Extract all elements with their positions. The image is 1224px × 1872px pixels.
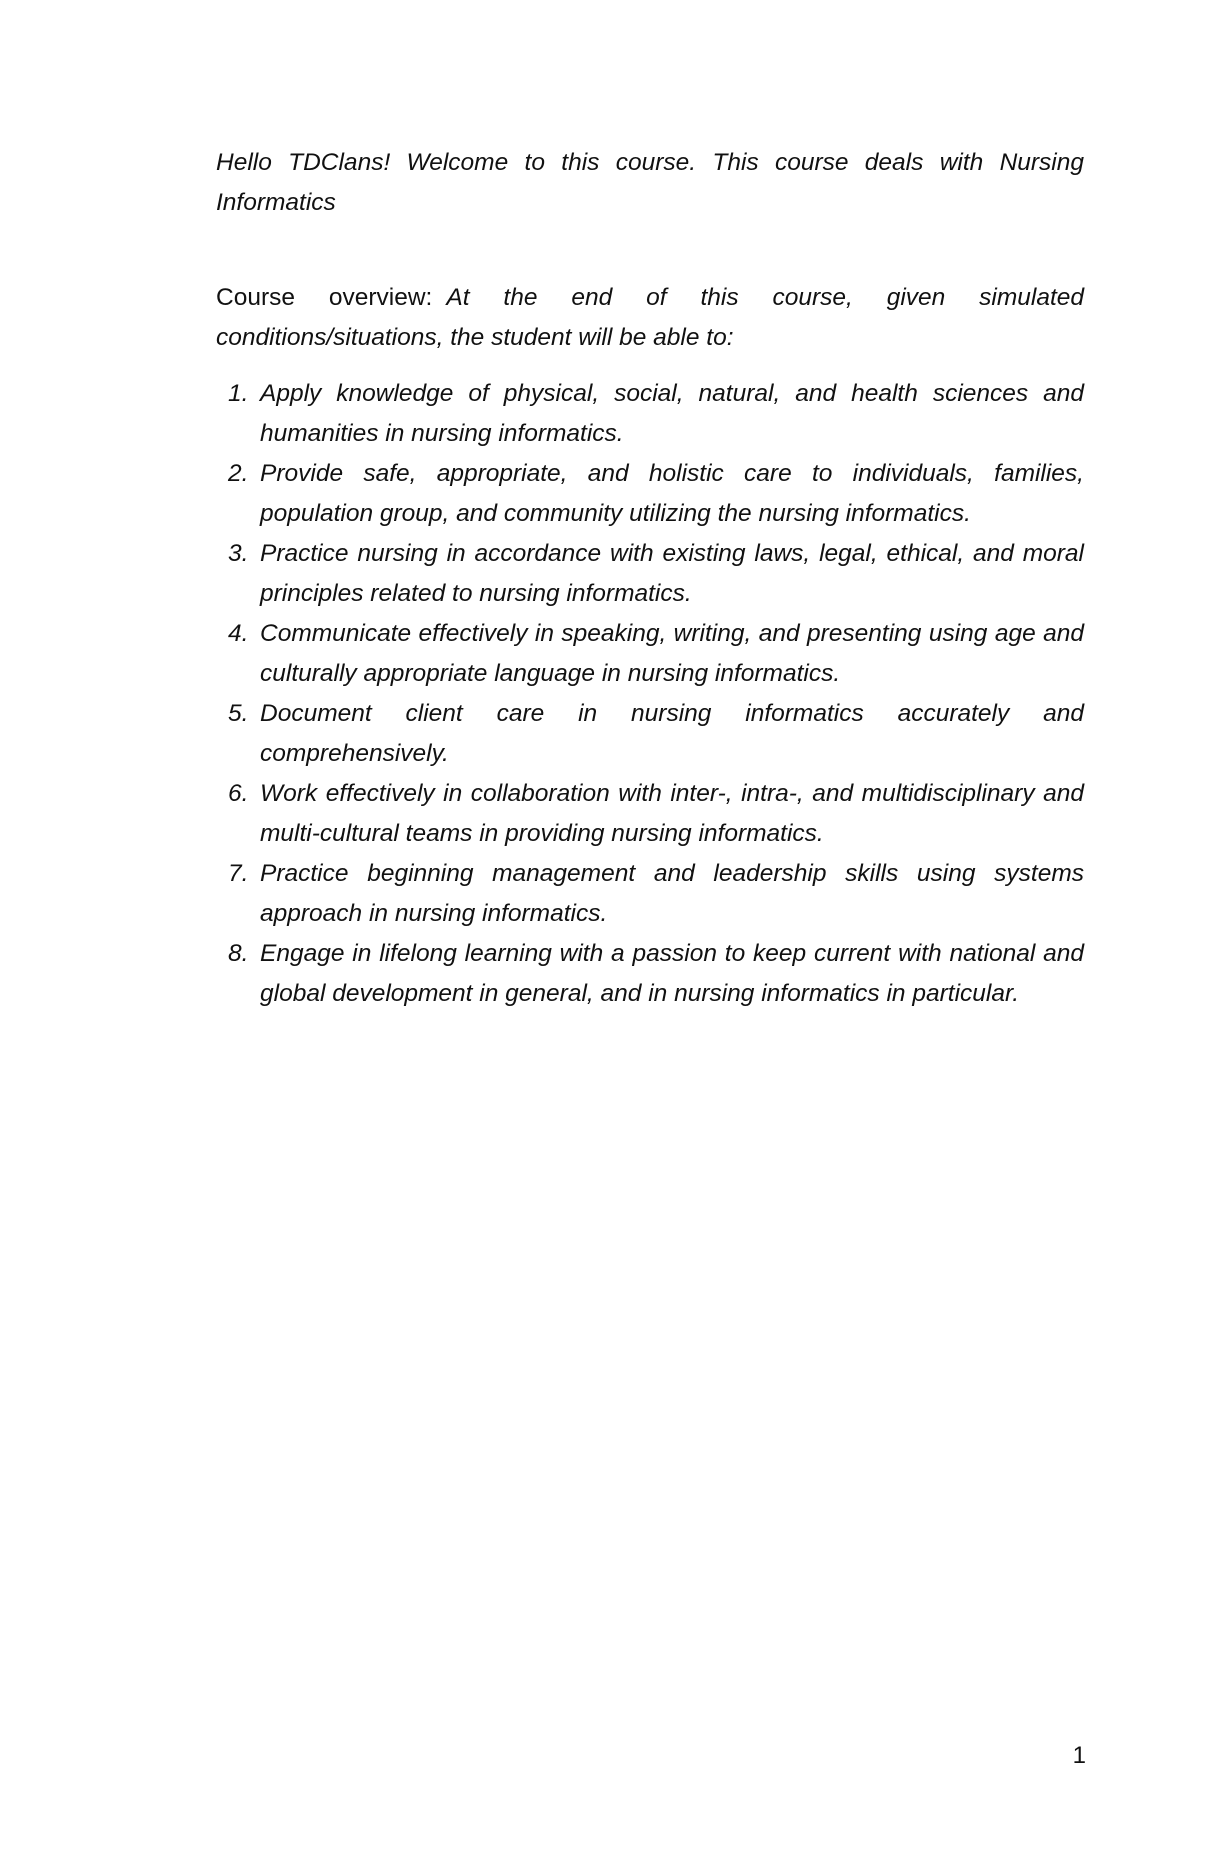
course-overview-paragraph: [216, 278, 1084, 358]
objective-item-1: [216, 374, 1084, 454]
objective-number: 8.: [228, 940, 249, 967]
objective-item-6: [216, 774, 1084, 854]
course-overview-text: At the end of this course, given simulated conditions/situations, the student will be able to:: [216, 284, 1085, 351]
page-content: [216, 143, 1084, 1014]
objective-text: Practice nursing in accordance with existing laws, legal, ethical, and moral principles related to nursing informatics.: [260, 540, 1084, 607]
objective-number: 1.: [228, 380, 249, 407]
objective-item-4: [216, 614, 1084, 694]
objective-item-2: [216, 454, 1084, 534]
objective-number: 6.: [228, 780, 249, 807]
objective-number: 5.: [228, 700, 249, 727]
objective-text: Communicate effectively in speaking, writing, and presenting using age and culturally appropriate language in nursing informatics.: [260, 620, 1084, 687]
page-number: 1: [1072, 1742, 1086, 1769]
objective-text: Engage in lifelong learning with a passion to keep current with national and global development in general, and in nursing informatics in particular.: [260, 940, 1084, 1007]
course-overview-label: Course overview:: [216, 284, 433, 311]
objective-item-8: [216, 934, 1084, 1014]
objectives-list: [216, 374, 1084, 1014]
objective-number: 7.: [228, 860, 249, 887]
objective-number: 4.: [228, 620, 249, 647]
objective-number: 2.: [228, 460, 249, 487]
objective-text: Work effectively in collaboration with inter-, intra-, and multidisciplinary and multi-cultural teams in providing nursing informatics.: [260, 780, 1084, 847]
objective-number: 3.: [228, 540, 249, 567]
objective-item-3: [216, 534, 1084, 614]
objective-text: Provide safe, appropriate, and holistic care to individuals, families, population group, and community utilizing the nursing informatics.: [260, 460, 1084, 527]
objective-text: Practice beginning management and leadership skills using systems approach in nursing informatics.: [260, 860, 1084, 927]
objective-item-7: [216, 854, 1084, 934]
objective-text: Apply knowledge of physical, social, natural, and health sciences and humanities in nursing informatics.: [260, 380, 1084, 447]
objective-item-5: [216, 694, 1084, 774]
greeting-paragraph: Hello TDClans! Welcome to this course. This course deals with Nursing Informatics: [216, 149, 1084, 216]
objective-text: Document client care in nursing informatics accurately and comprehensively.: [260, 700, 1084, 767]
